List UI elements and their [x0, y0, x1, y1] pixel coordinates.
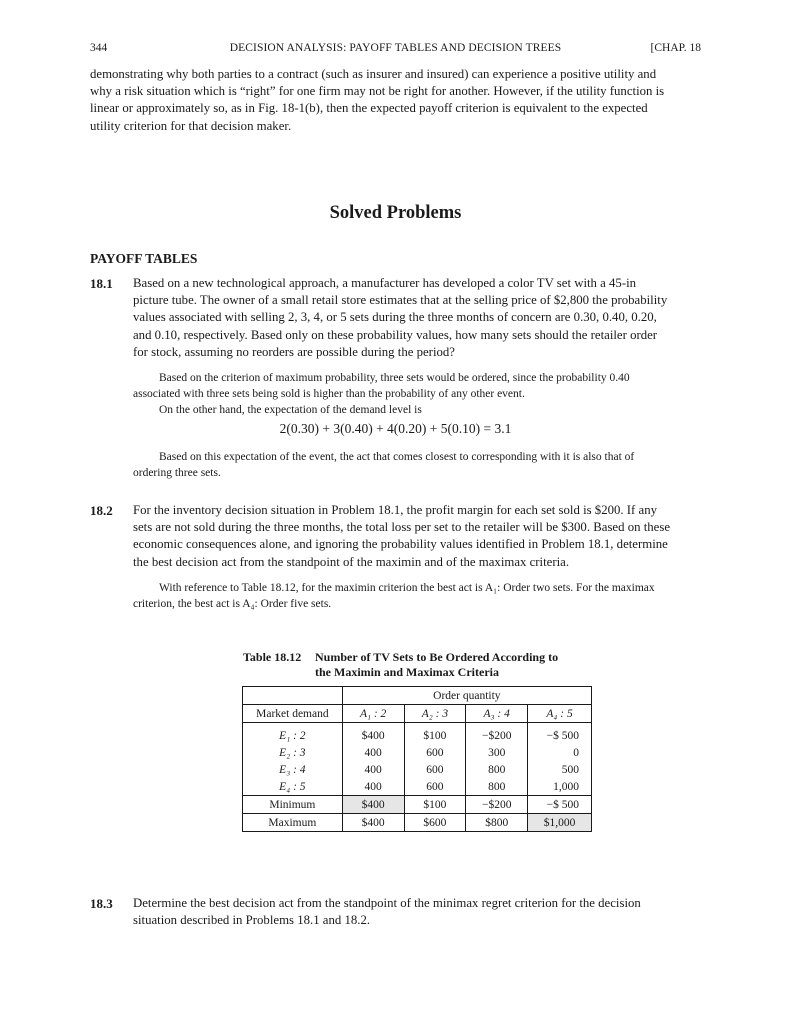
- maximin-best-cell: $400: [342, 796, 404, 814]
- maximum-label: Maximum: [243, 814, 343, 832]
- solution-line: associated with three sets being sold is higher than the probability of any other event.: [133, 388, 525, 400]
- problem-line: situation described in Problems 18.1 and 18.2.: [133, 913, 371, 928]
- act-header: A₁ : 2: [342, 705, 404, 723]
- intro-line: linear or approximately so, as in Fig. 18-1(b), then the expected payoff criterion is equivalent to the expected: [90, 101, 648, 116]
- solution-line: With reference to Table 18.12, for the maximin criterion the best act is A₁: Order two sets. For the maximax: [159, 582, 655, 594]
- problem-text: [133, 275, 704, 361]
- table-caption: [243, 650, 558, 680]
- event-cell: E₁ : 2: [243, 723, 343, 745]
- problem-number: 18.1: [90, 276, 113, 291]
- event-cell: E₄ : 5: [279, 780, 306, 793]
- minimum-cell: −$ 500: [528, 796, 592, 814]
- payoff-table: [242, 686, 592, 832]
- problem-line: sets are not sold during the three months, the total loss per set to the retailer will be $300. Based on these: [133, 520, 670, 535]
- maximum-row: [243, 814, 592, 832]
- minimum-row: [243, 796, 592, 814]
- problem-line: for stock, assuming no reorders are possible during the period?: [133, 344, 455, 359]
- problem-number: 18.2: [90, 503, 113, 518]
- maximax-best-cell: $1,000: [528, 814, 592, 832]
- payoff-cell: $400: [342, 723, 404, 745]
- chapter-label: [CHAP. 18: [650, 42, 701, 54]
- payoff-cell: −$ 500: [528, 723, 592, 745]
- problem-line: For the inventory decision situation in Problem 18.1, the profit margin for each set sold is $200. If any: [133, 503, 657, 517]
- running-header: [90, 42, 701, 58]
- maximum-cell: $400: [342, 814, 404, 832]
- payoff-cell: 400: [342, 744, 404, 761]
- problem-line: economic consequences alone, and ignoring the probability values identified in Problem 18.1, determine: [133, 537, 668, 552]
- maximum-cell: $600: [404, 814, 466, 832]
- solution-text: [133, 449, 704, 481]
- solution-text: [133, 370, 704, 418]
- intro-line: why a risk situation which is “right” for one firm may not be right for another. However, if the utility function is: [90, 84, 665, 99]
- solution-text: [133, 580, 704, 612]
- section-title: Solved Problems: [329, 203, 462, 223]
- table-row: [243, 761, 592, 778]
- payoff-cell: 400: [342, 761, 404, 778]
- intro-line: demonstrating why both parties to a contract (such as insurer and insured) can experience a positive utility and: [90, 67, 657, 81]
- running-title: DECISION ANALYSIS: PAYOFF TABLES AND DECISION TREES: [229, 42, 562, 54]
- solution-line: On the other hand, the expectation of the demand level is: [159, 404, 422, 416]
- problem-line: and 0.10, respectively. Based only on these probability values, how many sets should the retailer order: [133, 327, 658, 342]
- payoff-cell: 600: [404, 761, 466, 778]
- order-quantity-header: Order quantity: [342, 687, 591, 705]
- table-row: [243, 778, 592, 796]
- payoff-cell: $100: [404, 723, 466, 745]
- solution-line: Based on the criterion of maximum probability, three sets would be ordered, since the probability 0.40: [159, 372, 630, 384]
- maximum-cell: $800: [466, 814, 528, 832]
- act-header: A₃ : 4: [466, 705, 528, 723]
- event-cell: E₃ : 4: [279, 763, 306, 776]
- subsection-heading: PAYOFF TABLES: [90, 251, 198, 266]
- act-header: A₄ : 5: [528, 705, 592, 723]
- payoff-cell: 0: [528, 744, 592, 761]
- table-row: [243, 744, 592, 761]
- problem-line: the best decision act from the standpoint of the maximin and of the maximax criteria.: [133, 554, 570, 569]
- table-title: Number of TV Sets to Be Ordered According to: [315, 650, 559, 664]
- expectation-equation: 2(0.30) + 3(0.40) + 4(0.20) + 5(0.10) = 3.1: [279, 421, 512, 436]
- minimum-label: Minimum: [243, 796, 343, 814]
- market-demand-header: Market demand: [243, 705, 343, 723]
- problem-text: [133, 895, 704, 929]
- intro-line: utility criterion for that decision maker.: [90, 118, 292, 133]
- payoff-cell: 600: [404, 778, 466, 796]
- solution-line: ordering three sets.: [133, 467, 221, 479]
- payoff-cell: 1,000: [528, 778, 592, 796]
- intro-paragraph: [90, 66, 703, 135]
- problem-text: [133, 502, 704, 571]
- table-label: Table 18.12: [243, 650, 302, 664]
- problem-line: values associated with selling 2, 3, 4, or 5 sets during the three months of concern are 0.30, 0.40, 0.20,: [133, 310, 657, 325]
- solution-line: criterion, the best act is A₄: Order five sets.: [133, 598, 332, 610]
- act-header: A₂ : 3: [404, 705, 466, 723]
- problem-line: picture tube. The owner of a small retail store estimates that at the selling price of $2,800 the probability: [133, 293, 668, 308]
- payoff-cell: 800: [466, 778, 528, 796]
- problem-number: 18.3: [90, 896, 113, 911]
- page-number: 344: [90, 42, 108, 54]
- event-cell: E₂ : 3: [279, 746, 306, 759]
- minimum-cell: $100: [404, 796, 466, 814]
- problem-line: Determine the best decision act from the standpoint of the minimax regret criterion for the decision: [133, 896, 641, 910]
- solution-line: Based on this expectation of the event, the act that comes closest to corresponding with it is also that of: [159, 451, 635, 463]
- problem-line: Based on a new technological approach, a manufacturer has developed a color TV set with a 45-in: [133, 276, 637, 290]
- payoff-cell: 600: [404, 744, 466, 761]
- payoff-cell: 500: [528, 761, 592, 778]
- payoff-cell: 400: [342, 778, 404, 796]
- payoff-cell: 300: [466, 744, 528, 761]
- payoff-cell: −$200: [466, 723, 528, 745]
- table-title: the Maximin and Maximax Criteria: [315, 665, 499, 679]
- payoff-cell: 800: [466, 761, 528, 778]
- minimum-cell: −$200: [466, 796, 528, 814]
- table-row: [243, 723, 592, 745]
